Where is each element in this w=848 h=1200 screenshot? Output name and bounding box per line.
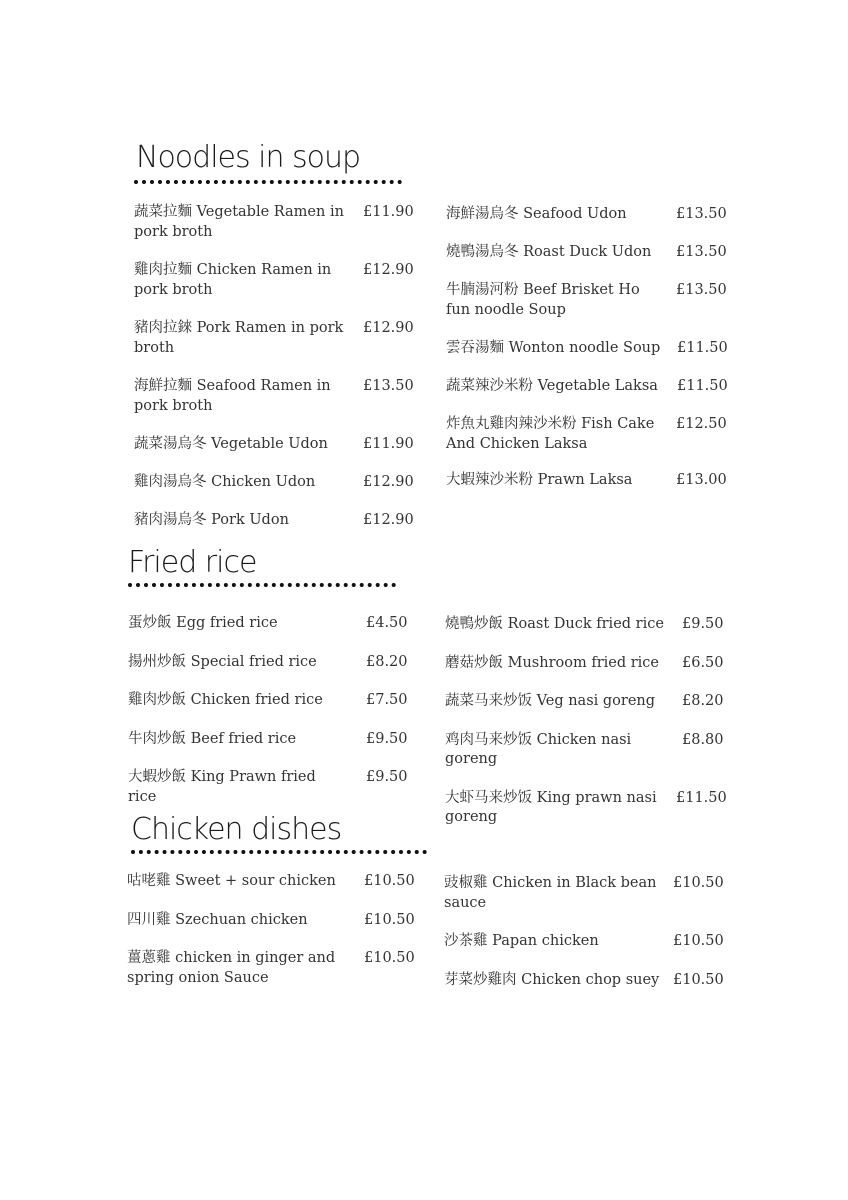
menu-item-price: £11.50 <box>677 340 728 356</box>
menu-item-name: 雞肉湯烏冬 Chicken Udon <box>134 474 316 490</box>
menu-item-price: £10.50 <box>364 873 415 889</box>
menu-item <box>445 615 726 654</box>
menu-item-price: £8.80 <box>682 731 724 748</box>
menu-item-name: 蔬菜辣沙米粉 Vegetable Laksa <box>446 378 658 394</box>
menu-item-price: £12.90 <box>363 474 414 490</box>
menu-item <box>445 692 726 731</box>
menu-item-name: 大虾马来炒饭 King prawn nasi goreng <box>445 789 657 825</box>
menu-item-name: 豉椒雞 Chicken in Black bean sauce <box>444 875 657 911</box>
menu-item-name: 薑蔥雞 chicken in ginger and spring onion Sauce <box>127 950 336 986</box>
menu-item <box>134 261 412 319</box>
menu-item-price: £10.50 <box>364 950 415 966</box>
menu-item-price: £11.50 <box>676 789 727 806</box>
menu-item <box>128 768 418 808</box>
section-divider <box>131 850 427 854</box>
menu-item-price: £6.50 <box>682 654 724 671</box>
menu-item-price: £11.90 <box>363 436 414 452</box>
menu-item-price: £13.50 <box>676 206 727 222</box>
menu-item-price: £10.50 <box>673 933 724 949</box>
menu-item-name: 牛肉炒飯 Beef fried rice <box>128 730 297 747</box>
menu-item-price: £8.20 <box>366 653 408 670</box>
menu-item <box>446 339 726 377</box>
menu-item-name: 海鮮拉麵 Seafood Ramen in pork broth <box>134 378 331 414</box>
menu-item <box>446 471 726 509</box>
menu-item <box>445 654 726 693</box>
menu-item-name: 蘑菇炒飯 Mushroom fried rice <box>445 654 660 671</box>
menu-item <box>128 730 418 769</box>
menu-item-name: 雞肉拉麵 Chicken Ramen in pork broth <box>134 262 332 298</box>
menu-item-name: 牛腩湯河粉 Beef Brisket Ho fun noodle Soup <box>446 282 640 318</box>
menu-item-name: 大蝦炒飯 King Prawn fried rice <box>128 769 316 805</box>
menu-item <box>134 473 412 511</box>
menu-item <box>444 971 726 1010</box>
menu-item-name: 蔬菜湯烏冬 Vegetable Udon <box>134 436 328 452</box>
menu-item <box>445 789 726 829</box>
section-title-fried-rice: Fried rice <box>128 545 257 580</box>
menu-column-fried-rice-right <box>445 615 726 829</box>
menu-item-price: £9.50 <box>366 730 408 747</box>
section-divider <box>134 180 402 184</box>
menu-item-name: 蔬菜拉麵 Vegetable Ramen in pork broth <box>134 204 344 240</box>
menu-item-price: £10.50 <box>673 971 724 988</box>
menu-item-price: £11.90 <box>363 204 414 220</box>
section-divider <box>128 583 396 587</box>
menu-item <box>134 319 412 377</box>
menu-item-price: £9.50 <box>682 616 724 632</box>
menu-item <box>446 377 726 415</box>
menu-item <box>127 911 417 950</box>
menu-item <box>128 653 418 692</box>
menu-item <box>128 691 418 730</box>
menu-item-name: 咕咾雞 Sweet + sour chicken <box>127 873 336 889</box>
menu-item <box>446 281 726 339</box>
menu-column-chicken-left <box>127 872 417 989</box>
menu-item-price: £10.50 <box>364 911 415 928</box>
menu-item <box>127 872 417 911</box>
menu-item <box>134 435 412 473</box>
menu-item <box>445 731 726 789</box>
menu-item <box>446 415 726 471</box>
menu-column-chicken-right <box>444 874 726 1009</box>
section-title-chicken-dishes: Chicken dishes <box>131 812 342 847</box>
menu-item-price: £12.90 <box>363 320 414 336</box>
menu-item-price: £13.00 <box>676 472 727 488</box>
menu-item <box>128 614 418 653</box>
menu-column-noodles-right <box>446 205 726 509</box>
menu-item-name: 炸魚丸雞肉辣沙米粉 Fish Cake And Chicken Laksa <box>446 416 655 452</box>
menu-column-fried-rice-left <box>128 614 418 808</box>
menu-item-name: 豬肉湯烏冬 Pork Udon <box>134 512 289 528</box>
menu-column-noodles-left <box>134 203 412 549</box>
menu-item-name: 芽菜炒雞肉 Chicken chop suey <box>444 971 660 988</box>
menu-item-price: £9.50 <box>366 769 408 785</box>
menu-item-price: £12.90 <box>363 262 414 278</box>
menu-item-price: £10.50 <box>673 875 724 891</box>
menu-item <box>446 205 726 243</box>
menu-item <box>444 874 726 932</box>
menu-item-price: £11.50 <box>677 378 728 394</box>
menu-item-name: 雲吞湯麵 Wonton noodle Soup <box>446 340 661 356</box>
menu-item-price: £13.50 <box>676 282 727 298</box>
menu-item-price: £12.90 <box>363 512 414 528</box>
menu-item <box>134 203 412 261</box>
menu-item-price: £7.50 <box>366 692 408 708</box>
menu-item-name: 鸡肉马来炒饭 Chicken nasi goreng <box>445 731 632 767</box>
menu-item-name: 揚州炒飯 Special fried rice <box>128 653 317 670</box>
menu-item <box>134 511 412 549</box>
menu-item-name: 燒鴨炒飯 Roast Duck fried rice <box>445 616 664 632</box>
menu-item <box>127 949 417 989</box>
menu-item-name: 蛋炒飯 Egg fried rice <box>128 615 278 631</box>
menu-item-price: £4.50 <box>366 615 408 631</box>
menu-item-name: 燒鴨湯烏冬 Roast Duck Udon <box>446 244 652 260</box>
menu-item-name: 雞肉炒飯 Chicken fried rice <box>128 692 323 708</box>
section-title-noodles-in-soup: Noodles in soup <box>136 140 361 175</box>
menu-item-name: 豬肉拉錸 Pork Ramen in pork broth <box>134 320 344 356</box>
menu-item-price: £13.50 <box>363 378 414 394</box>
menu-item-price: £8.20 <box>682 693 724 709</box>
menu-item-name: 海鮮湯烏冬 Seafood Udon <box>446 206 627 222</box>
menu-item <box>446 243 726 281</box>
menu-item <box>444 932 726 971</box>
menu-item <box>134 377 412 435</box>
menu-item-name: 蔬菜马来炒饭 Veg nasi goreng <box>445 693 656 709</box>
menu-item-name: 四川雞 Szechuan chicken <box>127 911 308 928</box>
menu-item-name: 沙茶雞 Papan chicken <box>444 933 599 949</box>
menu-item-name: 大蝦辣沙米粉 Prawn Laksa <box>446 472 633 488</box>
menu-item-price: £13.50 <box>676 244 727 260</box>
menu-item-price: £12.50 <box>676 416 727 432</box>
